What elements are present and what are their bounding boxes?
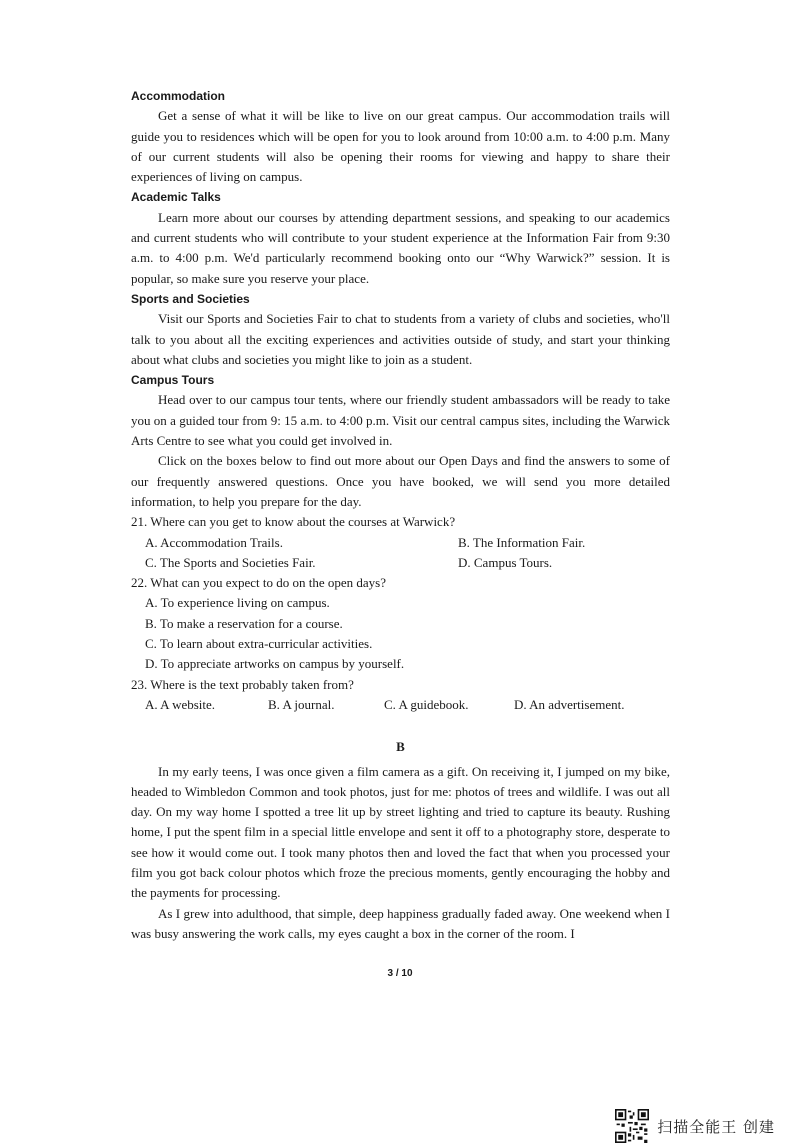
question-21-option-b: B. The Information Fair. [458, 534, 586, 550]
document-content [131, 86, 670, 944]
section-b-label: B [396, 739, 405, 755]
question-21-option-a: A. Accommodation Trails. [145, 534, 283, 550]
question-23-option-d: D. An advertisement. [514, 696, 625, 712]
question-22-option-c: C. To learn about extra-curricular activities. [145, 636, 373, 652]
scanner-watermark-label: 扫描全能王 创建 [657, 1117, 775, 1136]
question-21-option-d: D. Campus Tours. [458, 554, 553, 570]
section-heading-academic-talks: Academic Talks [131, 190, 221, 205]
question-22-stem: 22. What can you expect to do on the open days? [131, 575, 386, 591]
question-23-option-c: C. A guidebook. [384, 696, 469, 712]
question-21-option-c: C. The Sports and Societies Fair. [145, 554, 316, 570]
question-22-option-b: B. To make a reservation for a course. [145, 615, 343, 631]
question-23-options-row [131, 695, 670, 715]
section-heading-sports-societies: Sports and Societies [131, 291, 250, 306]
paragraph-b-1: In my early teens, I was once given a film camera as a gift. On receiving it, I jumped on my bike, headed to Wimbledon Common and took photos, just for me: photos of trees and wildlife. I was out all day. On my way home I spotted a tree lit up by street lighting and tried to capture its beauty. Rushing home, I put the spent film in a special little envelope and sent it off to a photography store, desperate to see how it would come out. I took many photos then and loved the fact that when you processed your film you got back colour photos which froze the precious moments, gently encouraging the hobby and the payments for processing. [131, 763, 670, 901]
paragraph-accommodation: Get a sense of what it will be like to live on our great campus. Our accommodation trails will guide you to residences which will be open for you to look around from 10:00 a.m. to 4:00 p.m. Many of our current students will also be opening their rooms for viewing and happy to share their experiences of living on campus. [131, 108, 670, 185]
scanner-watermark [615, 1109, 775, 1143]
qr-code-icon [615, 1109, 649, 1143]
question-22-option-d: D. To appreciate artworks on campus by yourself. [145, 656, 405, 672]
section-heading-accommodation: Accommodation [131, 89, 226, 103]
page-number: 3 / 10 [387, 968, 413, 979]
question-22-option-a: A. To experience living on campus. [145, 595, 330, 611]
paragraph-b-2: As I grew into adulthood, that simple, deep happiness gradually faded away. One weekend when I was busy answering the work calls, my eyes caught a box in the corner of the room. I [131, 905, 670, 941]
question-21-options-row-2 [131, 553, 670, 573]
question-23-option-a: A. A website. [145, 696, 216, 712]
paragraph-academic-talks: Learn more about our courses by attending department sessions, and speaking to our academics and current students who will contribute to your student experience at the Information Fair from 9:30 a.m. to 4:00 p.m. We'd particularly recommend booking onto our “Why Warwick?” session. It is popular, so make sure you reserve your place. [131, 209, 670, 286]
paragraph-sports-societies: Visit our Sports and Societies Fair to chat to students from a variety of clubs and societies, who'll talk to you about all the exciting experiences and activities outside of study, and start your thinking about what clubs and societies you might like to join as a student. [131, 311, 670, 367]
question-21-options-row-1 [131, 533, 670, 553]
paragraph-open-days-info: Click on the boxes below to find out more about our Open Days and find the answers to some of our frequently answered questions. Once you have booked, we will send you more detailed information, to help you prepare for the day. [131, 453, 670, 509]
section-heading-campus-tours: Campus Tours [131, 373, 215, 388]
question-21-stem: 21. Where can you get to know about the courses at Warwick? [131, 514, 456, 530]
question-23-stem: 23. Where is the text probably taken from? [131, 676, 354, 692]
paragraph-campus-tours: Head over to our campus tour tents, where our friendly student ambassadors will be ready to take you on a guided tour from 9: 15 a.m. to 4:00 p.m. Visit our central campus sites, including the Warwick Arts Centre to see what you could get involved in. [131, 392, 670, 449]
question-23-option-b: B. A journal. [268, 696, 335, 712]
